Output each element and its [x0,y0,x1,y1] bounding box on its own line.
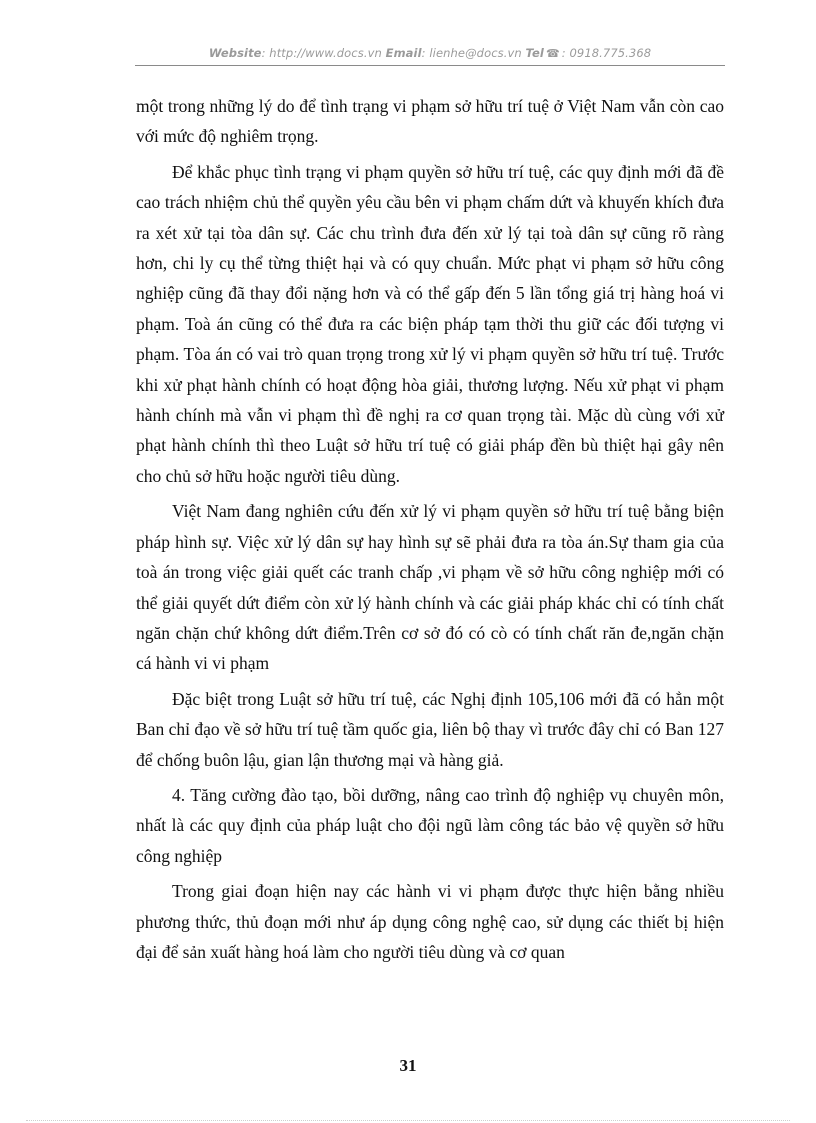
tel-label: Tel [525,46,544,60]
paragraph: Đặc biệt trong Luật sở hữu trí tuệ, các Nghị định 105,106 mới đã có hẳn một Ban chỉ đạo về sở hữu trí tuệ tầm quốc gia, liên bộ thay vì trước đây chỉ có Ban 127 để chống buôn lậu, gian lận thương mại và hàng giả. [136,688,724,770]
header-divider [135,65,725,66]
email-address: : lienhe@docs.vn [421,46,522,60]
footer-divider [26,1120,790,1121]
page-number: 31 [399,1056,417,1075]
page-header [135,46,725,60]
paragraph-continuation: một trong những lý do để tình trạng vi phạm sở hữu trí tuệ ở Việt Nam vẫn còn cao với mức độ nghiêm trọng. [136,96,724,147]
paragraph: Để khắc phục tình trạng vi phạm quyền sở hữu trí tuệ, các quy định mới đã đề cao trách nhiệm chủ thể quyền yêu cầu bên vi phạm chấm dứt và khuyến khích đưa ra xét xử tại tòa dân sự. Các chu trình đưa đến xử lý tại toà dân sự cũng rõ ràng hơn, chi ly cụ thể từng thiệt hại và có quy chuẩn. Mức phạt vi phạm sở hữu công nghiệp cũng đã thay đổi nặng hơn và có thể gấp đến 5 lần tổng giá trị hàng hoá vi phạm. Toà án cũng có thể đưa ra các biện pháp tạm thời thu giữ các đối tượng vi phạm. Tòa án có vai trò quan trọng trong xử lý vi phạm quyền sở hữu trí tuệ. Trước khi xử phạt hành chính có hoạt động hòa giải, thương lượng. Nếu xử phạt vi phạm hành chính mà vẫn vi phạm thì đề nghị ra cơ quan trọng tài. Mặc dù cùng với xử phạt hành chính thì theo Luật sở hữu trí tuệ có giải pháp đền bù thiệt hại gây nên cho chủ sở hữu hoặc người tiêu dùng. [136,161,724,486]
phone-icon: ☎ [545,47,560,60]
tel-number: : 0918.775.368 [561,46,652,60]
document-body [136,91,724,972]
paragraph: Trong giai đoạn hiện nay các hành vi vi phạm được thực hiện bằng nhiều phương thức, thủ đoạn mới như áp dụng công nghệ cao, sử dụng các thiết bị hiện đại để sản xuất hàng hoá làm cho người tiêu dùng và cơ quan [136,881,724,962]
email-label: Email [385,46,422,60]
website-label: Website [208,46,262,60]
paragraph: Việt Nam đang nghiên cứu đến xử lý vi phạm quyền sở hữu trí tuệ bằng biện pháp hình sự. Việc xử lý dân sự hay hình sự sẽ phải đưa ra tòa án.Sự tham gia của toà án trong việc giải quết các tranh chấp ,vi phạm về sở hữu công nghiệp mới có thể giải quyết dứt điểm còn xử lý hành chính và các giải pháp khác chỉ có tính chất ngăn chặn chứ không dứt điểm.Trên cơ sở đó có cò có tính chất răn đe,ngăn chặn cá hành vi vi phạm [136,501,724,674]
section-heading-4: 4. Tăng cường đào tạo, bồi dưỡng, nâng cao trình độ nghiệp vụ chuyên môn, nhất là các quy định của pháp luật cho đội ngũ làm công tác bảo vệ quyền sở hữu công nghiệp [136,784,724,866]
website-url: : http://www.docs.vn [261,46,382,60]
